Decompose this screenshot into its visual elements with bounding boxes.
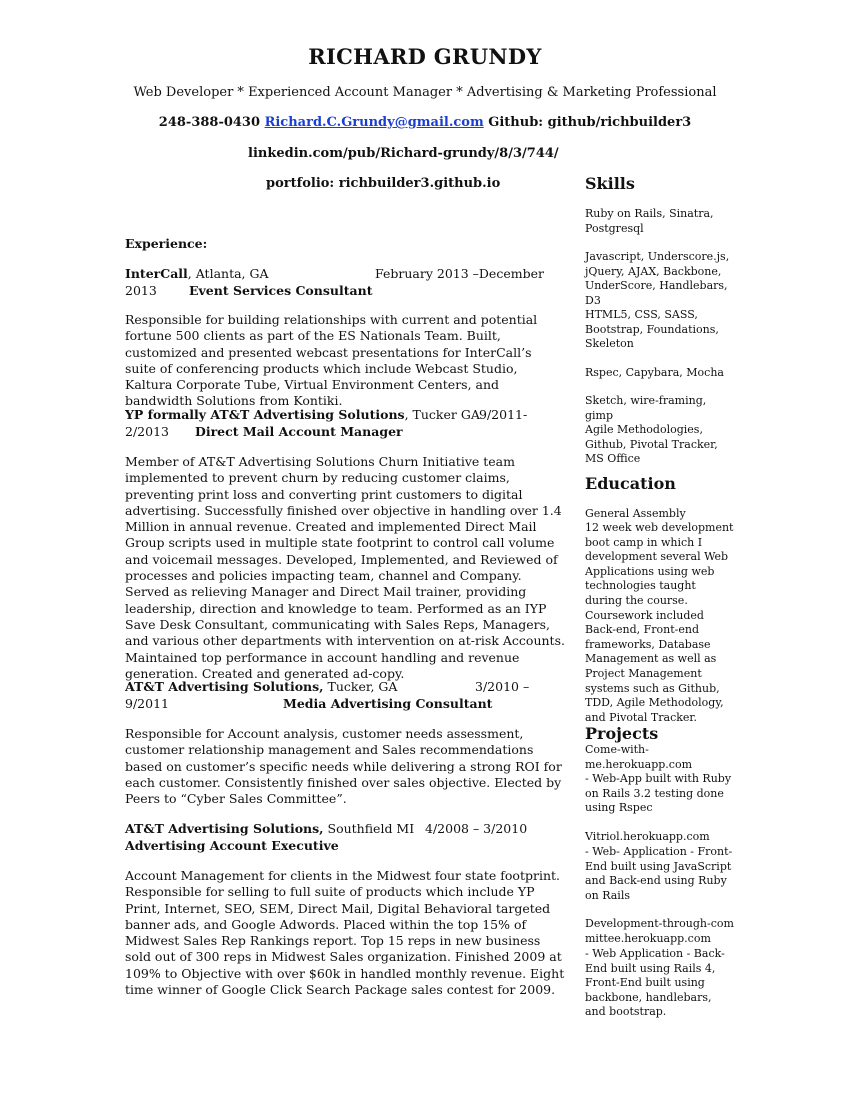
job-location: , Atlanta, GA	[187, 266, 269, 281]
job-description: Responsible for building relationships with current and potential fortune 500 clients as part of the ES Nationals Team. Built, customized and presented webcast presentations for InterCall’s suite of conferencing products which include Webcast Studio, Kaltura Corporate Tube, Virtual Environment Centers, and bandwidth Solutions from Kontiki.	[125, 312, 538, 409]
resume-name: RICHARD GRUNDY	[308, 44, 542, 69]
skills-heading: Skills	[585, 174, 635, 193]
github-text: Github: github/richbuilder3	[488, 115, 692, 130]
education-school: General Assembly	[585, 507, 686, 520]
resume-tagline: Web Developer * Experienced Account Manager * Advertising & Marketing Professional	[133, 85, 717, 100]
job-dates-cont: 9/2011	[125, 696, 169, 711]
job-dates-cont: 2/2013	[125, 424, 169, 439]
project-name: Development-through-committee.herokuapp.com	[585, 917, 734, 945]
experience-heading: Experience:	[125, 236, 208, 251]
job-description: Member of AT&T Advertising Solutions Churn Initiative team implemented to prevent churn by reducing customer claims, preventing print loss and converting print customers to digital advertising. Successfully finished over objective in handling over 1.4 Million in annual revenue. Created and implemented Direct Mail Group scripts used in multiple state footprint to control call volume and voicemail messages. Developed, Implemented, and Reviewed of processes and policies impacting team, channel and Company. Served as relieving Manager and Direct Mail trainer, providing leadership, direction and knowledge to team. Performed as an IYP Save Desk Consultant, communicating with Sales Reps, Managers, and various other departments with intervention on at-risk Accounts. Maintained top performance in account handling and revenue generation. Created and generated ad-copy.	[125, 454, 565, 681]
job-header-2	[125, 407, 480, 423]
skill-item: Agile Methodologies, Github, Pivotal Tracker, MS Office	[585, 423, 718, 466]
job-title: Advertising Account Executive	[125, 838, 339, 853]
portfolio-url: portfolio: richbuilder3.github.io	[266, 176, 501, 191]
education-heading: Education	[585, 474, 676, 493]
job-title: Event Services Consultant	[189, 283, 373, 298]
project-name: Vitriol.herokuapp.com	[585, 830, 710, 843]
skill-item: HTML5, CSS, SASS, Bootstrap, Foundations, Skeleton	[585, 308, 719, 351]
job-header-4	[125, 821, 414, 837]
project-description: - Web- Application - Front-End built using JavaScript and Back-end using Ruby on Rails	[585, 845, 733, 902]
linkedin-url: linkedin.com/pub/Richard-grundy/8/3/744/	[248, 146, 559, 161]
job-company: AT&T Advertising Solutions,	[125, 679, 324, 694]
job-description: Account Management for clients in the Midwest four state footprint. Responsible for selling to full suite of products which include YP Print, Internet, SEO, SEM, Direct Mail, Digital Behavioral targeted banner ads, and Google Adwords. Placed within the top 15% of Midwest Sales Rep Rankings report. Top 15 reps in new business sold out of 300 reps in Midwest Sales organization. Finished 2009 at 109% to Objective with over $60k in handled monthly revenue. Eight time winner of Google Click Search Package sales contest for 2009.	[125, 868, 565, 998]
job-company: AT&T Advertising Solutions,	[125, 821, 324, 836]
skill-item: Sketch, wire-framing, gimp	[585, 394, 707, 422]
job-title: Direct Mail Account Manager	[195, 424, 403, 439]
job-dates: 4/2008 – 3/2010	[425, 821, 528, 836]
job-title: Media Advertising Consultant	[283, 696, 493, 711]
job-location: , Tucker GA	[404, 407, 480, 422]
job-company: YP formally AT&T Advertising Solutions	[125, 407, 405, 422]
email-link[interactable]: Richard.C.Grundy@gmail.com	[264, 115, 484, 130]
phone-number: 248-388-0430	[158, 115, 261, 130]
job-dates: 3/2010 –	[475, 679, 530, 694]
job-dates: 9/2011-	[479, 407, 528, 422]
job-location: Tucker, GA	[323, 679, 398, 694]
skill-item: Javascript, Underscore.js, jQuery, AJAX, Backbone, UnderScore, Handlebars, D3	[585, 250, 730, 307]
job-header-1	[125, 266, 269, 282]
job-description: Responsible for Account analysis, customer needs assessment, customer relationship management and Sales recommendations based on customer’s specific needs while delivering a strong ROI for each customer. Consistently finished over sales objective. Elected by Peers to “Cyber Sales Committee”.	[125, 726, 562, 807]
skill-item: Rspec, Capybara, Mocha	[585, 366, 724, 379]
job-company: InterCall	[125, 266, 188, 281]
project-description: - Web-App built with Ruby on Rails 3.2 testing done using Rspec	[585, 772, 732, 815]
education-description: 12 week web development boot camp in which I development several Web Applications using web technologies taught during the course. Coursework included Back-end, Front-end frameworks, Database Management as well as Project Management systems such as Github, TDD, Agile Methodology, and Pivotal Tracker.	[585, 521, 734, 724]
job-dates: February 2013 –December	[375, 266, 544, 281]
project-description: - Web Application - Back-End built using Rails 4, Front-End built using backbone, handlebars, and bootstrap.	[585, 947, 725, 1019]
project-name: Come-with-me.herokuapp.com	[585, 743, 693, 771]
job-header-3	[125, 679, 397, 695]
skill-item: Ruby on Rails, Sinatra, Postgresql	[585, 207, 714, 235]
projects-heading: Projects	[585, 724, 659, 743]
job-location: Southfield MI	[323, 821, 415, 836]
contact-line	[0, 115, 850, 130]
job-dates-cont: 2013	[125, 283, 157, 298]
